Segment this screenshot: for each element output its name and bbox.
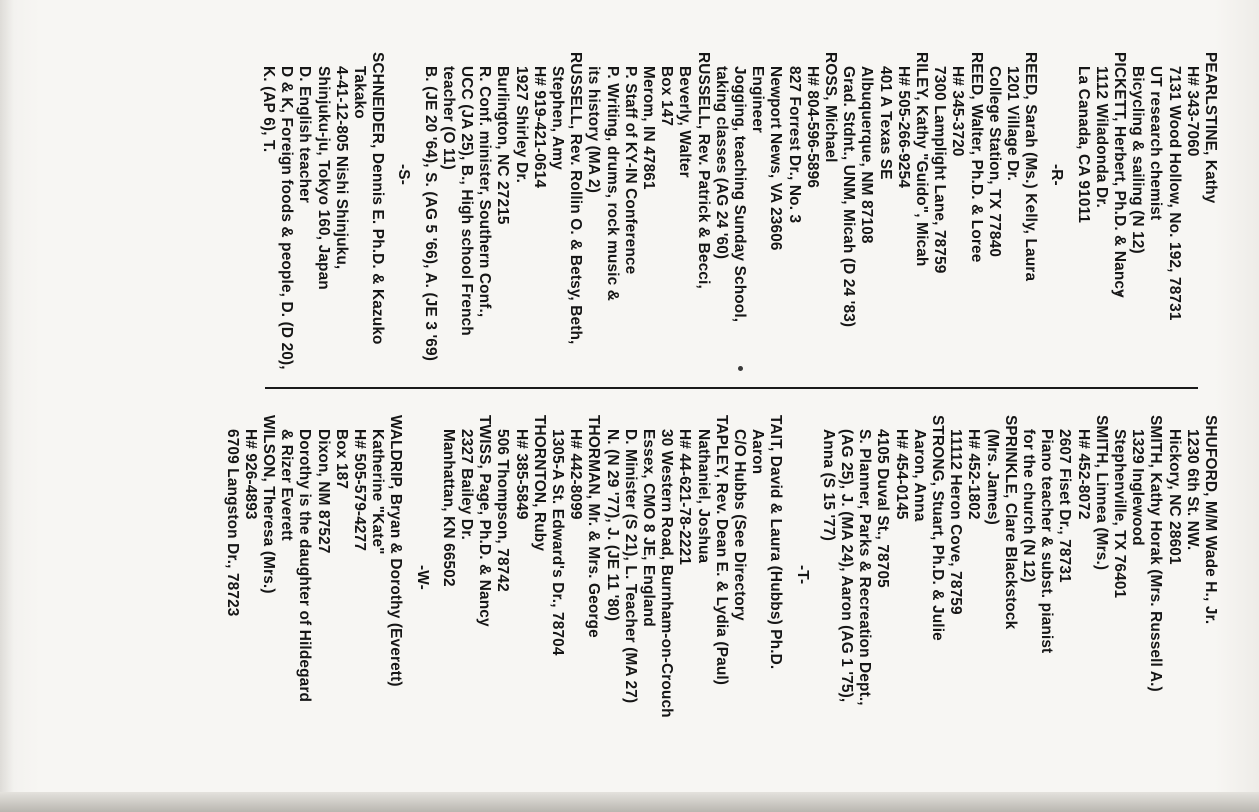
directory-entry-detail-text: 11112 Heron Cove, 78759 (947, 429, 965, 615)
directory-entry-name (766, 415, 784, 775)
directory-entry-detail (982, 415, 1000, 775)
directory-entry-detail-text: College Station, TX 77840 (985, 66, 1003, 258)
directory-entry-detail (693, 415, 711, 775)
directory-entry-detail-text: 4-41-12-805 Nishi Shinjuku, (332, 66, 350, 270)
directory-entry-detail-text: 1329 Inglewood (1129, 429, 1147, 546)
directory-entry-detail-text: H# 345-3720 (949, 66, 967, 157)
directory-entry-detail (530, 52, 548, 392)
directory-entry-detail (1183, 415, 1201, 775)
directory-entry-name-text: TAPLEY, Rev. Dean E. & Lydia (Paul) (712, 415, 730, 686)
directory-entry-detail (439, 415, 457, 775)
directory-entry-detail (277, 52, 295, 392)
directory-entry-detail-text: 1927 Shirley Dr. (512, 66, 530, 184)
directory-entry-detail (675, 415, 693, 775)
directory-entry-detail (548, 52, 566, 392)
directory-entry-detail (313, 52, 331, 392)
directory-entry-detail (712, 52, 730, 392)
directory-entry-name (368, 52, 386, 392)
directory-entry-detail-text: 827 Forrest Dr., No. 3 (785, 66, 803, 224)
directory-entry-detail-text: Shinjuku-ju, Tokyo 160, Japan (314, 66, 332, 290)
directory-entry-detail-text: taking classes (AG 24 '60) (712, 66, 730, 260)
directory-entry-detail-text: Albuquerque, NM 87108 (858, 66, 876, 244)
directory-entry-detail-text: Bicycling & sailing (N 12) (1129, 66, 1147, 254)
directory-entry-name-text: REED, Walter, Ph.D. & Loree (967, 52, 985, 263)
directory-entry-detail-text: 7300 Lamplight Lane, 78759 (931, 66, 949, 274)
directory-entry-name (1146, 415, 1164, 775)
section-letter-heading (792, 415, 810, 775)
directory-entry-detail (639, 415, 657, 775)
directory-entry-detail (1003, 52, 1021, 392)
directory-entry-detail-text: Merom, IN 47861 (640, 66, 657, 190)
directory-entry-detail (946, 415, 964, 775)
directory-entry-detail (621, 52, 639, 392)
directory-entry-detail (1055, 415, 1073, 775)
section-letter-heading (412, 415, 430, 775)
directory-entry-detail (748, 415, 766, 775)
directory-entry-detail (1146, 52, 1164, 392)
directory-entry-name (928, 415, 946, 775)
directory-entry-detail (784, 52, 802, 392)
directory-entry-detail-text: Stephenville, TX 76401 (1111, 429, 1128, 599)
directory-entry-name (712, 415, 730, 775)
directory-entry-detail (457, 415, 475, 775)
directory-entry-detail (1164, 415, 1182, 775)
directory-entry-name-text: SPRINKLE, Clare Blackstock (1001, 415, 1019, 630)
directory-entry-detail-text: H# 44-621-78-2221 (676, 429, 694, 566)
directory-entry-detail-text: Nathaniel, Joshua (694, 429, 712, 564)
directory-entry-detail-text: H# 452-8072 (1074, 429, 1092, 520)
directory-entry-detail (439, 52, 457, 392)
directory-entry-detail (295, 52, 313, 392)
directory-entry-detail (1092, 52, 1110, 392)
directory-entry-detail-text: Grad. Stdnt., UNM, Micah (D 24 '83) (840, 66, 858, 328)
directory-entry-detail-text: Piano teacher & subst. pianist (1038, 429, 1056, 654)
directory-entry-detail (420, 52, 438, 392)
directory-entry-detail (657, 415, 675, 775)
directory-entry-detail-text: 1305-A St. Edward's Dr., 78704 (549, 429, 566, 656)
directory-entry-detail-text: Jogging, teaching Sunday School, (731, 66, 748, 323)
directory-entry-detail-text: Essex, CMO 8 JE, England (640, 429, 657, 627)
directory-entry-detail-text: UCC (JA 25), B., High school French (458, 66, 475, 336)
directory-entry-detail-text: La Canada, CA 91011 (1074, 66, 1092, 224)
directory-entry-detail (839, 52, 857, 392)
directory-entry-detail (748, 52, 766, 392)
directory-entry-detail-text: Box 187 (332, 429, 350, 490)
directory-entry-detail-text: B. (JE 20 '64), S. (AG 5 '66), A. (JE 3 '69) (421, 66, 439, 362)
directory-entry-detail-text: 2327 Bailey Dr. (458, 429, 475, 540)
directory-entry-detail-text: H# 926-4893 (241, 429, 259, 520)
directory-entry-detail-text: its history (MA 2) (585, 66, 603, 193)
directory-entry-name-text: THORNTON, Ruby (530, 415, 548, 552)
directory-entry-detail (894, 52, 912, 392)
directory-entry-detail (803, 52, 821, 392)
directory-entry-detail (602, 415, 620, 775)
section-letter-heading-text: -S- (395, 164, 413, 185)
directory-entry-name-text: THORMAN, Mr. & Mrs. George (585, 415, 603, 638)
directory-entry-detail (875, 52, 893, 392)
directory-entry-detail (766, 52, 784, 392)
directory-entry-name (1001, 415, 1019, 775)
directory-entry-name-text: TWISS, Page, Ph.D. & Nancy (476, 415, 494, 627)
directory-entry-name-text: TAIT, David & Laura (Hubbs) Ph.D. (767, 415, 785, 670)
directory-entry-detail-text: Dixon, NM 87527 (314, 429, 332, 554)
directory-entry-detail-text: C/O Hubbs (See Directory (731, 429, 748, 621)
directory-entry-detail-text: Beverly, Walter (676, 66, 694, 178)
directory-entry-detail (857, 52, 875, 392)
directory-entry-detail (837, 415, 855, 775)
directory-entry-detail-text: H# 919-421-0614 (530, 66, 548, 189)
directory-entry-detail (1164, 52, 1182, 392)
directory-entry-detail (1019, 415, 1037, 775)
directory-entry-detail-text: Box 147 (658, 66, 676, 127)
directory-entry-detail (657, 52, 675, 392)
directory-entry-detail (948, 52, 966, 392)
directory-entry-name (259, 415, 277, 775)
directory-entry-detail (1073, 52, 1091, 392)
directory-entry-name-text: SHUFORD, M/M Wade H., Jr. (1202, 415, 1219, 625)
section-letter-heading (1047, 52, 1065, 392)
directory-entry-detail-text: teacher (O 11) (439, 66, 457, 170)
directory-entry-detail (1183, 52, 1201, 392)
directory-entry-name-text: PEARLSTINE, Kathy (1202, 52, 1219, 204)
directory-entry-detail-text: 506 Thompson, 78742 (494, 429, 512, 592)
directory-entry-detail (332, 415, 350, 775)
directory-entry-detail-text: 30 Western Road, Burnham-on-Crouch (658, 429, 676, 718)
directory-entry-detail (891, 415, 909, 775)
directory-entry-detail-text: UT research chemist (1147, 66, 1165, 221)
directory-entry-name-text: WALDRIP, Bryan & Dorothy (Everett) (387, 415, 405, 687)
directory-entry-detail-text: Aaron, Anna (910, 429, 928, 522)
directory-entry-detail (493, 415, 511, 775)
directory-entry-detail-text: Katherine "Kate" (369, 429, 387, 555)
directory-entry-detail (621, 415, 639, 775)
section-letter-heading-text: -R- (1048, 164, 1066, 186)
directory-entry-name (1201, 52, 1219, 392)
directory-entry-detail (277, 415, 295, 775)
directory-entry-detail-text: Aaron (749, 429, 767, 475)
directory-entry-detail (985, 52, 1003, 392)
directory-entry-detail (873, 415, 891, 775)
directory-entry-detail-text: (AG 25), J. (MA 24), Aaron (AG 1 '75), (838, 429, 855, 703)
page-bottom-edge (0, 792, 1259, 812)
directory-entry-name-text: PICKETT, Herbert, Ph.D. & Nancy (1111, 52, 1128, 298)
directory-entry-detail (241, 415, 259, 775)
directory-entry-detail-text: for the church (N 12) (1020, 429, 1037, 583)
directory-entry-name-text: RUSSELL, Rev. Patrick & Becci, (694, 52, 712, 289)
directory-entry-name (1092, 415, 1110, 775)
directory-entry-detail-text: H# 343-7060 (1183, 66, 1201, 157)
directory-entry-detail-text: Engineer (749, 66, 767, 134)
directory-entry-name (1201, 415, 1219, 775)
directory-entry-detail (259, 52, 277, 392)
directory-entry-detail-text: H# 505-266-9254 (894, 66, 912, 189)
directory-entry-name-text: RILEY, Kathy "Guido", Micah (913, 52, 930, 267)
directory-entry-detail (511, 415, 529, 775)
directory-entry-detail (584, 52, 602, 392)
directory-entry-detail (350, 52, 368, 392)
directory-entry-name (386, 415, 404, 775)
directory-entry-detail (730, 415, 748, 775)
directory-entry-name (566, 52, 584, 392)
directory-entry-detail (350, 415, 368, 775)
directory-entry-detail (313, 415, 331, 775)
directory-entry-detail-text: Newport News, VA 23606 (767, 66, 785, 251)
directory-entry-name-text: SCHNEIDER, Dennis E. Ph.D. & Kazuko (369, 52, 387, 345)
directory-entry-detail-text: H# 804-596-5896 (803, 66, 821, 189)
directory-entry-detail-text: H# 452-1802 (965, 429, 983, 520)
directory-entry-detail-text: K. (AP 6), T. (260, 66, 277, 153)
directory-entry-name (966, 52, 984, 392)
directory-entry-detail-text: D. Minister (S 21), L. Teacher (MA 27) (621, 429, 639, 704)
directory-entry-detail (855, 415, 873, 775)
directory-entry-detail-text: (Mrs. James) (983, 429, 1001, 525)
directory-entry-name (530, 415, 548, 775)
directory-entry-detail-text: 2607 Fiset Dr., 78731 (1056, 429, 1074, 583)
directory-entry-name (821, 52, 839, 392)
directory-entry-detail-text: 401 A Texas SE (876, 66, 894, 180)
directory-entry-detail-text: 1112 Wiladonda Dr. (1092, 66, 1110, 208)
directory-entry-detail (675, 52, 693, 392)
directory-entry-name (1110, 52, 1128, 392)
directory-entry-name-text: WILSON, Theresa (Mrs.) (260, 415, 277, 594)
directory-entry-name-text: ROSS, Michael (822, 52, 839, 163)
directory-entry-detail-text: Manhattan, KN 66502 (439, 429, 457, 587)
directory-entry-detail (1128, 52, 1146, 392)
directory-entry-name (475, 415, 493, 775)
directory-entry-name (693, 52, 711, 392)
directory-entry-detail (819, 415, 837, 775)
directory-entry-detail (930, 52, 948, 392)
section-letter-heading-text: -W- (413, 565, 431, 590)
directory-entry-detail (222, 415, 240, 775)
directory-entry-detail-text: 6709 Langston Dr., 78723 (223, 429, 241, 617)
directory-entry-detail (1110, 415, 1128, 775)
directory-entry-detail (639, 52, 657, 392)
directory-entry-detail-text: P. Staff of KY-IN Conference (621, 66, 639, 275)
directory-entry-detail-text: P. Writing, drums, rock music & (603, 66, 621, 301)
directory-entry-detail (332, 52, 350, 392)
directory-entry-detail (602, 52, 620, 392)
directory-entry-detail (295, 415, 313, 775)
directory-entry-detail-text: H# 505-579-4277 (351, 429, 368, 552)
directory-entry-detail (548, 415, 566, 775)
directory-entry-detail (964, 415, 982, 775)
directory-entry-detail-text: D. English teacher (296, 66, 314, 203)
directory-entry-detail-text: Hickory, NC 28601 (1165, 429, 1183, 565)
directory-entry-detail-text: 1230 6th St. NW. (1183, 429, 1201, 551)
directory-entry-detail-text: H# 442-8099 (567, 429, 585, 520)
directory-entry-detail (1073, 415, 1091, 775)
directory-entry-detail-text: & Rizer Everett (278, 429, 296, 541)
directory-entry-detail-text: Dorothy is the daughter of Hildegard (296, 429, 314, 703)
directory-entry-name-text: REED, Sarah (Ms.) Kelly, Laura (1022, 52, 1040, 282)
directory-entry-detail-text: N. (N 29 '77), J. (JE 11 '80) (603, 429, 621, 622)
directory-entry-detail-text: 1201 Village Dr. (1004, 66, 1021, 182)
directory-entry-name-text: RUSSELL, Rev. Rollin O. & Betsy, Beth, (567, 52, 585, 345)
directory-entry-detail (368, 415, 386, 775)
directory-entry-detail-text: H# 454-0145 (892, 429, 910, 520)
section-letter-heading (394, 52, 412, 392)
directory-entry-detail-text: D & K, Foreign foods & people, D. (D 20), (278, 66, 296, 370)
directory-entry-detail (1037, 415, 1055, 775)
directory-entry-detail (730, 52, 748, 392)
directory-entry-detail-text: Takako (351, 66, 368, 119)
directory-entry-name-text: SMITH, Kathy Horak (Mrs. Russell A.) (1147, 415, 1165, 692)
directory-entry-detail (1128, 415, 1146, 775)
directory-entry-name (912, 52, 930, 392)
directory-entry-detail-text: S. Planner, Parks & Recreation Dept., (856, 429, 874, 706)
section-letter-heading-text: -T- (793, 565, 811, 585)
directory-entry-detail-text: R. Conf. minister, Southern Conf., (476, 66, 494, 318)
directory-entry-detail-text: 7131 Wood Hollow, No. 192, 78731 (1165, 66, 1183, 321)
directory-entry-name (1021, 52, 1039, 392)
directory-entry-detail (457, 52, 475, 392)
directory-entry-detail-text: Burlington, NC 27215 (494, 66, 512, 225)
directory-entry-name (584, 415, 602, 775)
directory-entry-detail-text: Anna (S 15 '77) (819, 429, 837, 541)
directory-entry-detail (910, 415, 928, 775)
directory-entry-detail (493, 52, 511, 392)
directory-entry-detail-text: 4105 Duval St., 78705 (874, 429, 892, 588)
directory-entry-name-text: SMITH, Linnea (Mrs.) (1092, 415, 1110, 571)
directory-entry-detail (475, 52, 493, 392)
directory-entry-detail-text: Stephen, Amy (549, 66, 566, 170)
directory-entry-detail (511, 52, 529, 392)
directory-entry-detail (566, 415, 584, 775)
directory-entry-detail-text: H# 385-5849 (512, 429, 530, 520)
directory-entry-name-text: STRONG, Stuart, Ph.D. & Julie (929, 415, 946, 641)
